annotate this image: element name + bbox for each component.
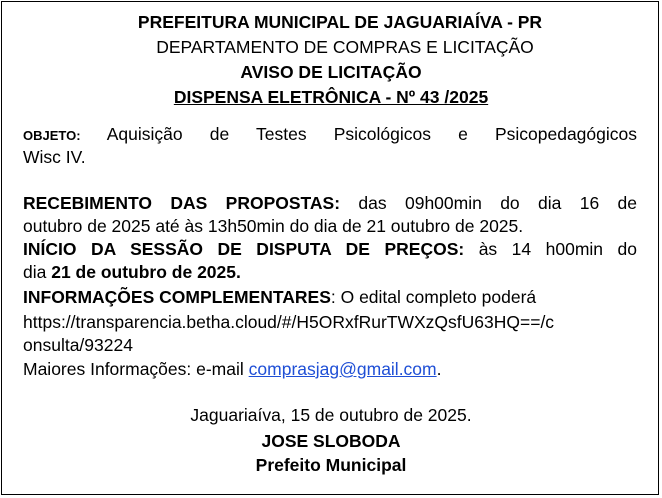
edital-url-line2: onsulta/93224: [23, 335, 133, 355]
maiores-label: Maiores Informações: e-mail: [23, 359, 244, 379]
place-date: Jaguariaíva, 15 de outubro de 2025.: [190, 405, 472, 425]
header-departamento: DEPARTAMENTO DE COMPRAS E LICITAÇÃO: [156, 37, 534, 57]
header-dispensa: DISPENSA ELETRÔNICA - Nº 43 /2025: [173, 87, 489, 107]
inicio-line1: [23, 238, 637, 260]
inicio-date: 21 de outubro de 2025.: [51, 262, 241, 282]
objeto-line1: [23, 123, 637, 147]
inicio-text: às 14 h00min do: [478, 239, 637, 259]
recebimento-text-line2: outubro de 2025 até às 13h50min do dia de 21 outubro de 2025.: [23, 216, 524, 236]
objeto-label: OBJETO:: [23, 128, 81, 143]
signer-role: Prefeito Municipal: [255, 455, 407, 475]
informacoes-text: : O edital completo poderá: [330, 287, 537, 307]
edital-url-line1: https://transparencia.betha.cloud/#/H5ORxfRurTWXzQsfU63HQ==/c: [23, 312, 555, 332]
inicio-line2: [23, 261, 241, 283]
objeto-text-line2: Wisc IV.: [23, 147, 86, 167]
informacoes-line1: [23, 286, 536, 308]
recebimento-label: RECEBIMENTO DAS PROPOSTAS:: [23, 193, 341, 213]
inicio-label: INÍCIO DA SESSÃO DE DISPUTA DE PREÇOS:: [23, 239, 465, 259]
signer-name: JOSE SLOBODA: [261, 431, 401, 451]
header-aviso: AVISO DE LICITAÇÃO: [240, 62, 422, 82]
informacoes-label: INFORMAÇÕES COMPLEMENTARES: [23, 287, 331, 307]
objeto-text: Aquisição de Testes Psicológicos e Psicopedagógicos: [106, 124, 637, 144]
maiores-informacoes: [23, 358, 442, 380]
recebimento-text: das 09h00min do dia 16 de: [358, 193, 637, 213]
header-prefeitura: PREFEITURA MUNICIPAL DE JAGUARIAÍVA - PR: [137, 12, 543, 32]
recebimento-line1: [23, 192, 637, 214]
inicio-dia: dia: [23, 262, 47, 282]
email-link[interactable]: comprasjag@gmail.com: [248, 359, 437, 379]
maiores-suffix: .: [436, 359, 442, 379]
